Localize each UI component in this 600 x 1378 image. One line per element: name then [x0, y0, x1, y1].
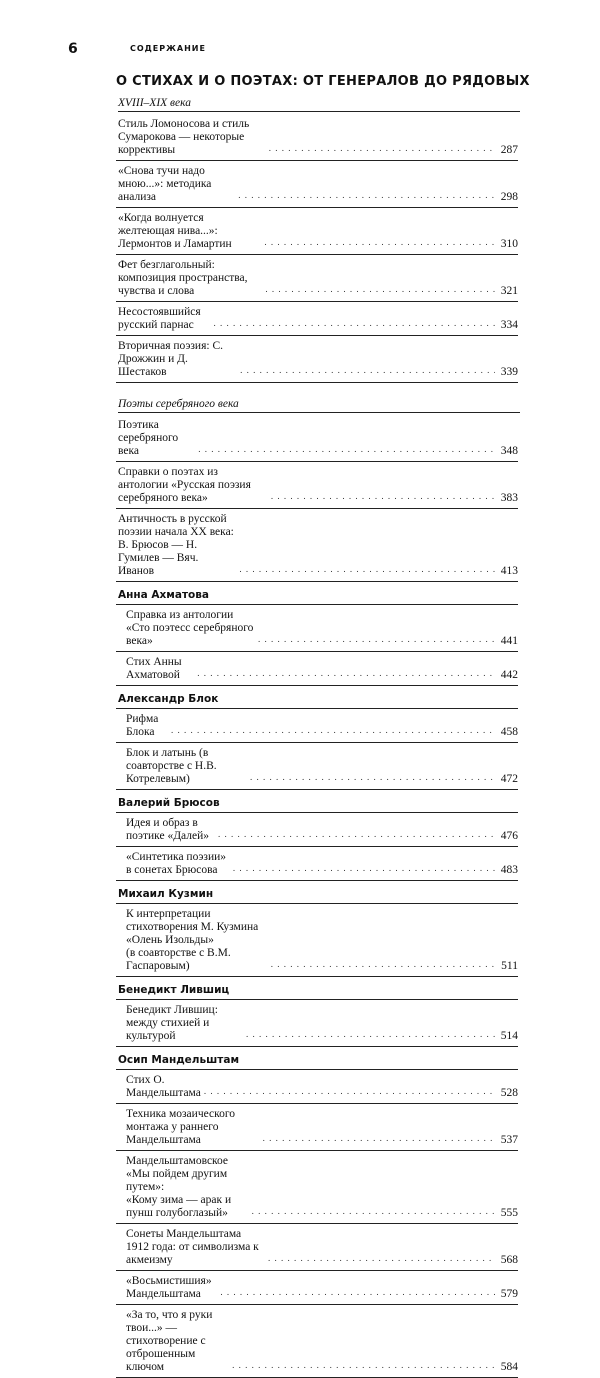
section-title: Александр Блок — [116, 691, 518, 709]
entry-page: 568 — [500, 1254, 518, 1266]
entry-title: «Когда волнуется желтеющая нива...»: Лермонтов и Ламартин — [118, 212, 232, 250]
toc-entry[interactable] — [116, 1305, 518, 1378]
toc-entry[interactable] — [116, 652, 518, 686]
toc-entry[interactable] — [116, 1070, 518, 1104]
dot-leader — [239, 563, 495, 576]
dot-leader — [271, 490, 495, 503]
section-mandelstam — [116, 1052, 518, 1378]
section-title: Валерий Брюсов — [116, 795, 518, 813]
toc-entry[interactable] — [116, 208, 518, 255]
entry-page: 537 — [500, 1134, 518, 1146]
entry-page: 298 — [500, 191, 518, 203]
dot-leader — [233, 862, 495, 875]
dot-leader — [246, 1028, 495, 1041]
section-title: Бенедикт Лившиц — [116, 982, 518, 1000]
entry-title: «Снова тучи надо мною...»: методика анализа — [118, 165, 212, 203]
running-head: СОДЕРЖАНИЕ — [130, 44, 206, 53]
toc-entry[interactable] — [116, 302, 518, 336]
entry-page: 472 — [500, 773, 518, 785]
entry-page: 528 — [500, 1087, 518, 1099]
dot-leader — [240, 364, 495, 377]
dot-leader — [250, 771, 495, 784]
dot-leader — [265, 283, 495, 296]
entry-page: 442 — [500, 669, 518, 681]
dot-leader — [269, 142, 495, 155]
section-title: Осип Мандельштам — [116, 1052, 518, 1070]
entry-title: Техника мозаического монтажа у раннего Мандельштама — [126, 1108, 236, 1146]
toc-entry[interactable] — [116, 1224, 518, 1271]
dot-leader — [238, 189, 495, 202]
category-title: Поэты серебряного века — [118, 398, 520, 413]
entry-title: Вторичная поэзия: С. Дрожжин и Д. Шестаков — [118, 340, 223, 378]
section-blok — [116, 691, 518, 790]
toc-entry[interactable] — [116, 114, 518, 161]
entry-page: 348 — [500, 445, 518, 457]
toc-entry[interactable] — [116, 336, 518, 383]
entry-title: Рифма Блока — [126, 713, 159, 738]
table-of-contents — [116, 74, 530, 1378]
entry-title: Стиль Ломоносова и стиль Сумарокова — некоторые коррективы — [118, 118, 250, 156]
entry-page: 383 — [500, 492, 518, 504]
page-number: 6 — [68, 41, 78, 57]
entry-page: 555 — [500, 1207, 518, 1219]
toc-entry[interactable] — [116, 813, 518, 847]
entry-page: 321 — [500, 285, 518, 297]
section-livshits — [116, 982, 518, 1047]
entry-title: «Синтетика поэзии» в сонетах Брюсова — [126, 851, 227, 876]
dot-leader — [271, 958, 495, 971]
entry-title: Идея и образ в поэтике «Далей» — [126, 817, 209, 842]
section-akhmatova — [116, 587, 518, 686]
entry-page: 413 — [500, 565, 518, 577]
entry-page: 339 — [500, 366, 518, 378]
entry-title: К интерпретации стихотворения М. Кузмина «Олень Изольды» (в соавторстве с В.М. Гаспаровым) — [126, 908, 259, 972]
toc-entry[interactable] — [116, 161, 518, 208]
category-silver-age — [116, 398, 518, 582]
entry-title: Античность в русской поэзии начала XX века: В. Брюсов — Н. Гумилев — Вяч. Иванов — [118, 513, 234, 577]
toc-entry[interactable] — [116, 1151, 518, 1224]
entry-title: Стих Анны Ахматовой — [126, 656, 182, 681]
dot-leader — [232, 1359, 495, 1372]
entry-title: Фет безглагольный: композиция пространства, чувства и слова — [118, 259, 248, 297]
toc-entry[interactable] — [116, 847, 518, 881]
entry-page: 287 — [500, 144, 518, 156]
dot-leader — [258, 633, 495, 646]
toc-entry[interactable] — [116, 743, 518, 790]
entry-title: Несостоявшийся русский парнас — [118, 306, 201, 331]
entry-title: Справки о поэтах из антологии «Русская поэзия серебряного века» — [118, 466, 251, 504]
entry-page: 511 — [501, 960, 518, 972]
section-title: Анна Ахматова — [116, 587, 518, 605]
entry-title: Мандельштамовское «Мы пойдем другим путем»: «Кому зима — арак и пунш голубоглазый» — [126, 1155, 232, 1219]
dot-leader — [252, 1205, 495, 1218]
toc-entry[interactable] — [116, 255, 518, 302]
section-kuzmin — [116, 886, 518, 977]
dot-leader — [220, 1286, 495, 1299]
toc-entry[interactable] — [116, 415, 518, 462]
entry-title: Стих О. Мандельштама — [126, 1074, 201, 1099]
toc-entry[interactable] — [116, 605, 518, 652]
entry-title: Сонеты Мандельштама 1912 года: от символизма к акмеизму — [126, 1228, 259, 1266]
entry-page: 476 — [500, 830, 518, 842]
toc-entry[interactable] — [116, 1271, 518, 1305]
dot-leader — [268, 1252, 495, 1265]
entry-title: Справка из антологии «Сто поэтесс серебряного века» — [126, 609, 254, 647]
dot-leader — [213, 317, 495, 330]
toc-entry[interactable] — [116, 1104, 518, 1151]
dot-leader — [198, 443, 495, 456]
entry-page: 514 — [500, 1030, 518, 1042]
dot-leader — [263, 1132, 495, 1145]
entry-page: 458 — [500, 726, 518, 738]
entry-page: 441 — [500, 635, 518, 647]
part-heading: О СТИХАХ И О ПОЭТАХ: ОТ ГЕНЕРАЛОВ ДО РЯДОВЫХ — [116, 74, 530, 89]
entry-page: 483 — [500, 864, 518, 876]
toc-entry[interactable] — [116, 462, 518, 509]
entry-page: 579 — [500, 1288, 518, 1300]
category-title: XVIII–XIX века — [118, 97, 520, 112]
entry-title: «За то, что я руки твои...» — стихотворение с отброшенным ключом — [126, 1309, 213, 1373]
entry-title: «Восьмистишия» Мандельштама — [126, 1275, 212, 1300]
toc-entry[interactable] — [116, 904, 518, 977]
dot-leader — [197, 667, 495, 680]
entry-title: Блок и латынь (в соавторстве с Н.В. Котрелевым) — [126, 747, 217, 785]
category-18-19-century — [116, 97, 518, 383]
dot-leader — [204, 1085, 495, 1098]
dot-leader — [218, 828, 495, 841]
entry-title: Поэтика серебряного века — [118, 419, 179, 457]
entry-page: 310 — [500, 238, 518, 250]
toc-entry[interactable] — [116, 709, 518, 743]
section-title: Михаил Кузмин — [116, 886, 518, 904]
entry-page: 584 — [500, 1361, 518, 1373]
dot-leader — [264, 236, 495, 249]
toc-entry[interactable] — [116, 509, 518, 582]
toc-entry[interactable] — [116, 1000, 518, 1047]
entry-title: Бенедикт Лившиц: между стихией и культурой — [126, 1004, 218, 1042]
entry-page: 334 — [500, 319, 518, 331]
dot-leader — [171, 724, 495, 737]
section-bryusov — [116, 795, 518, 881]
